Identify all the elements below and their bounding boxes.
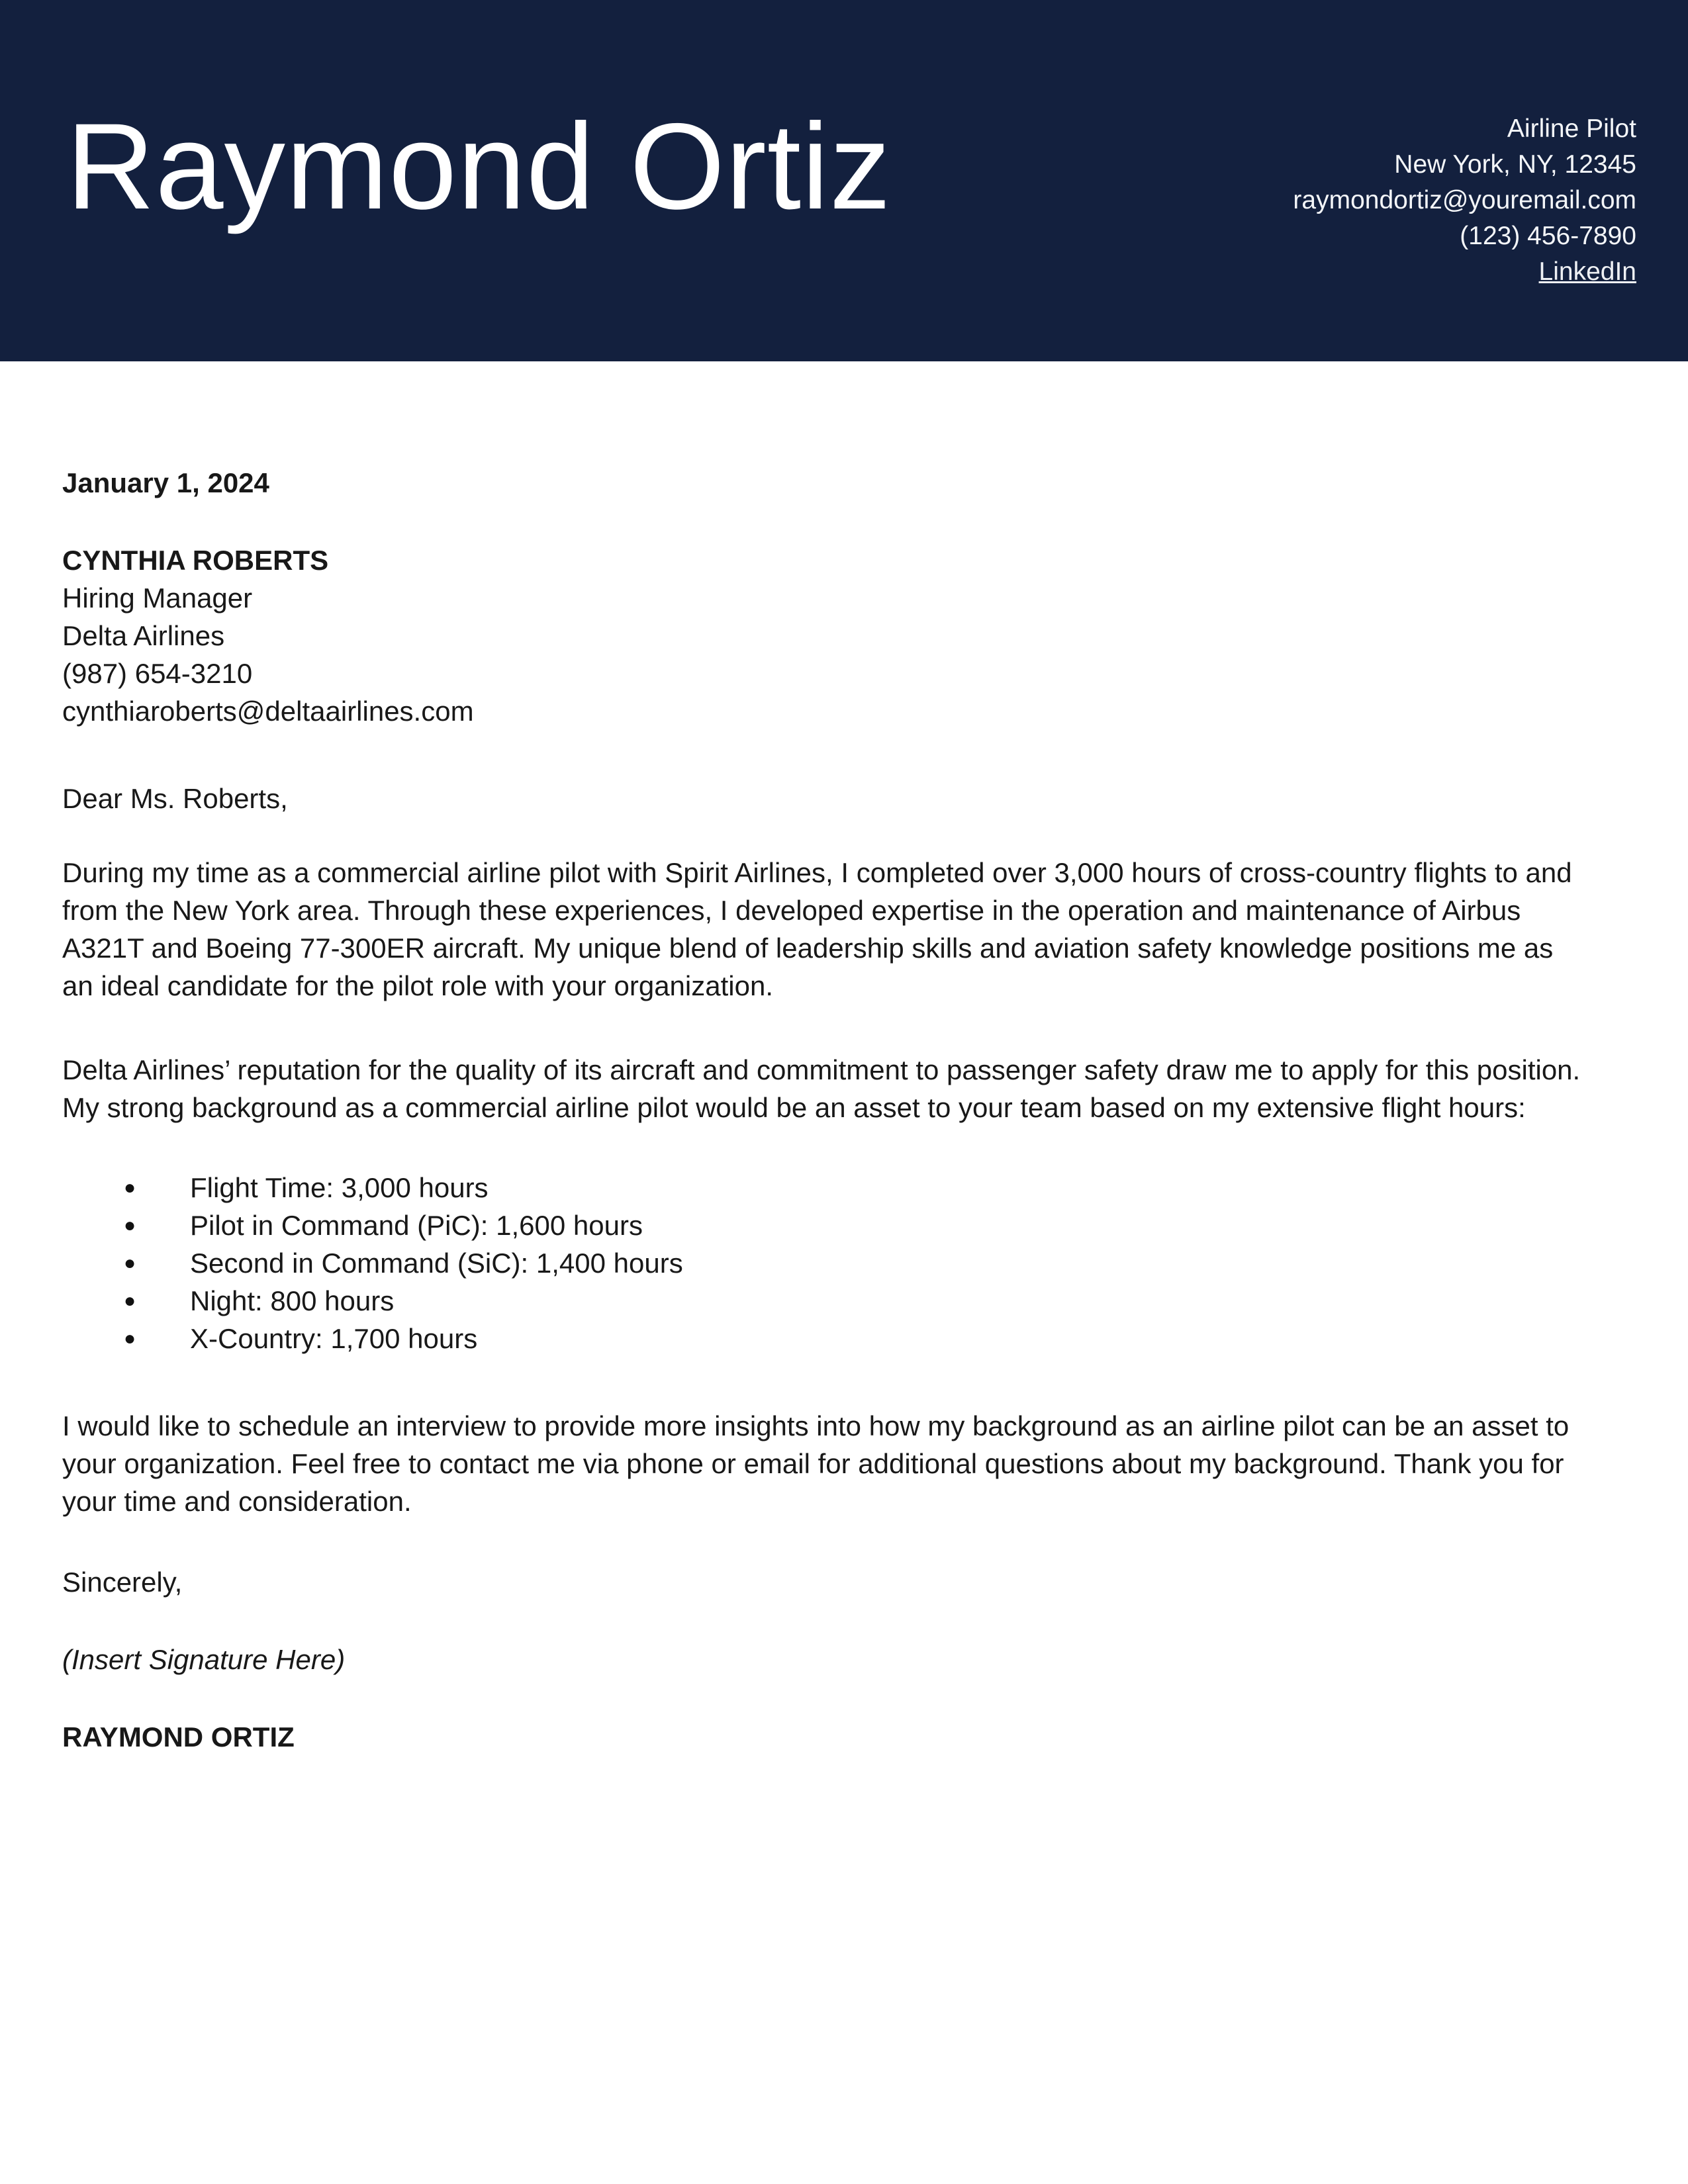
flight-hours-list — [62, 1169, 1582, 1357]
candidate-name: Raymond Ortiz — [66, 99, 892, 235]
recipient-company: Delta Airlines — [62, 620, 225, 651]
signature-name: RAYMOND ORTIZ — [62, 1721, 295, 1752]
salutation: Dear Ms. Roberts, — [62, 783, 288, 814]
contact-phone: (123) 456-7890 — [1460, 222, 1636, 250]
list-item-pilot-in-command: ● Pilot in Command (PiC): 1,600 hours — [190, 1206, 1582, 1244]
recipient-phone: (987) 654-3210 — [62, 658, 253, 689]
letter-date: January 1, 2024 — [62, 467, 269, 498]
contact-email: raymondortiz@youremail.com — [1293, 186, 1636, 214]
signature-placeholder: (Insert Signature Here) — [62, 1644, 346, 1675]
body-paragraph-2: Delta Airlines’ reputation for the quality of its aircraft and commitment to passenger safety draw me to apply for this position. My strong background as a commercial airline pilot would be an asset to your team based on my extensive flight hours: — [62, 1054, 1581, 1123]
header — [0, 0, 1688, 361]
recipient-title: Hiring Manager — [62, 582, 253, 614]
contact-job-title: Airline Pilot — [1507, 114, 1636, 143]
list-item-flight-time: ● Flight Time: 3,000 hours — [190, 1169, 1582, 1206]
contact-block — [1293, 111, 1636, 290]
contact-location: New York, NY, 12345 — [1394, 150, 1636, 179]
recipient-block — [62, 541, 1582, 730]
letter-body — [0, 464, 1688, 1756]
recipient-email: cynthiaroberts@deltaairlines.com — [62, 696, 474, 727]
body-paragraph-1: During my time as a commercial airline pilot with Spirit Airlines, I completed over 3,000 hours of cross-country flights to and from the New York area. Through these experiences, I developed expertise in the operation and maintenance of Airbus A321T and Boeing 77-300ER aircraft. My unique blend of leadership skills and aviation safety knowledge positions me as an ideal candidate for the pilot role with your organization. — [62, 857, 1572, 1001]
linkedin-link[interactable]: LinkedIn — [1538, 257, 1636, 286]
list-item-second-in-command: ● Second in Command (SiC): 1,400 hours — [190, 1244, 1582, 1282]
recipient-name: CYNTHIA ROBERTS — [62, 545, 329, 576]
list-item-x-country: ● X-Country: 1,700 hours — [190, 1320, 1582, 1357]
closing-paragraph: I would like to schedule an interview to provide more insights into how my background as an airline pilot can be an asset to your organization. Feel free to contact me via phone or email for additional questions about my background. Thank you for your time and consideration. — [62, 1410, 1570, 1517]
list-item-night: ● Night: 800 hours — [190, 1282, 1582, 1320]
valediction: Sincerely, — [62, 1567, 183, 1598]
